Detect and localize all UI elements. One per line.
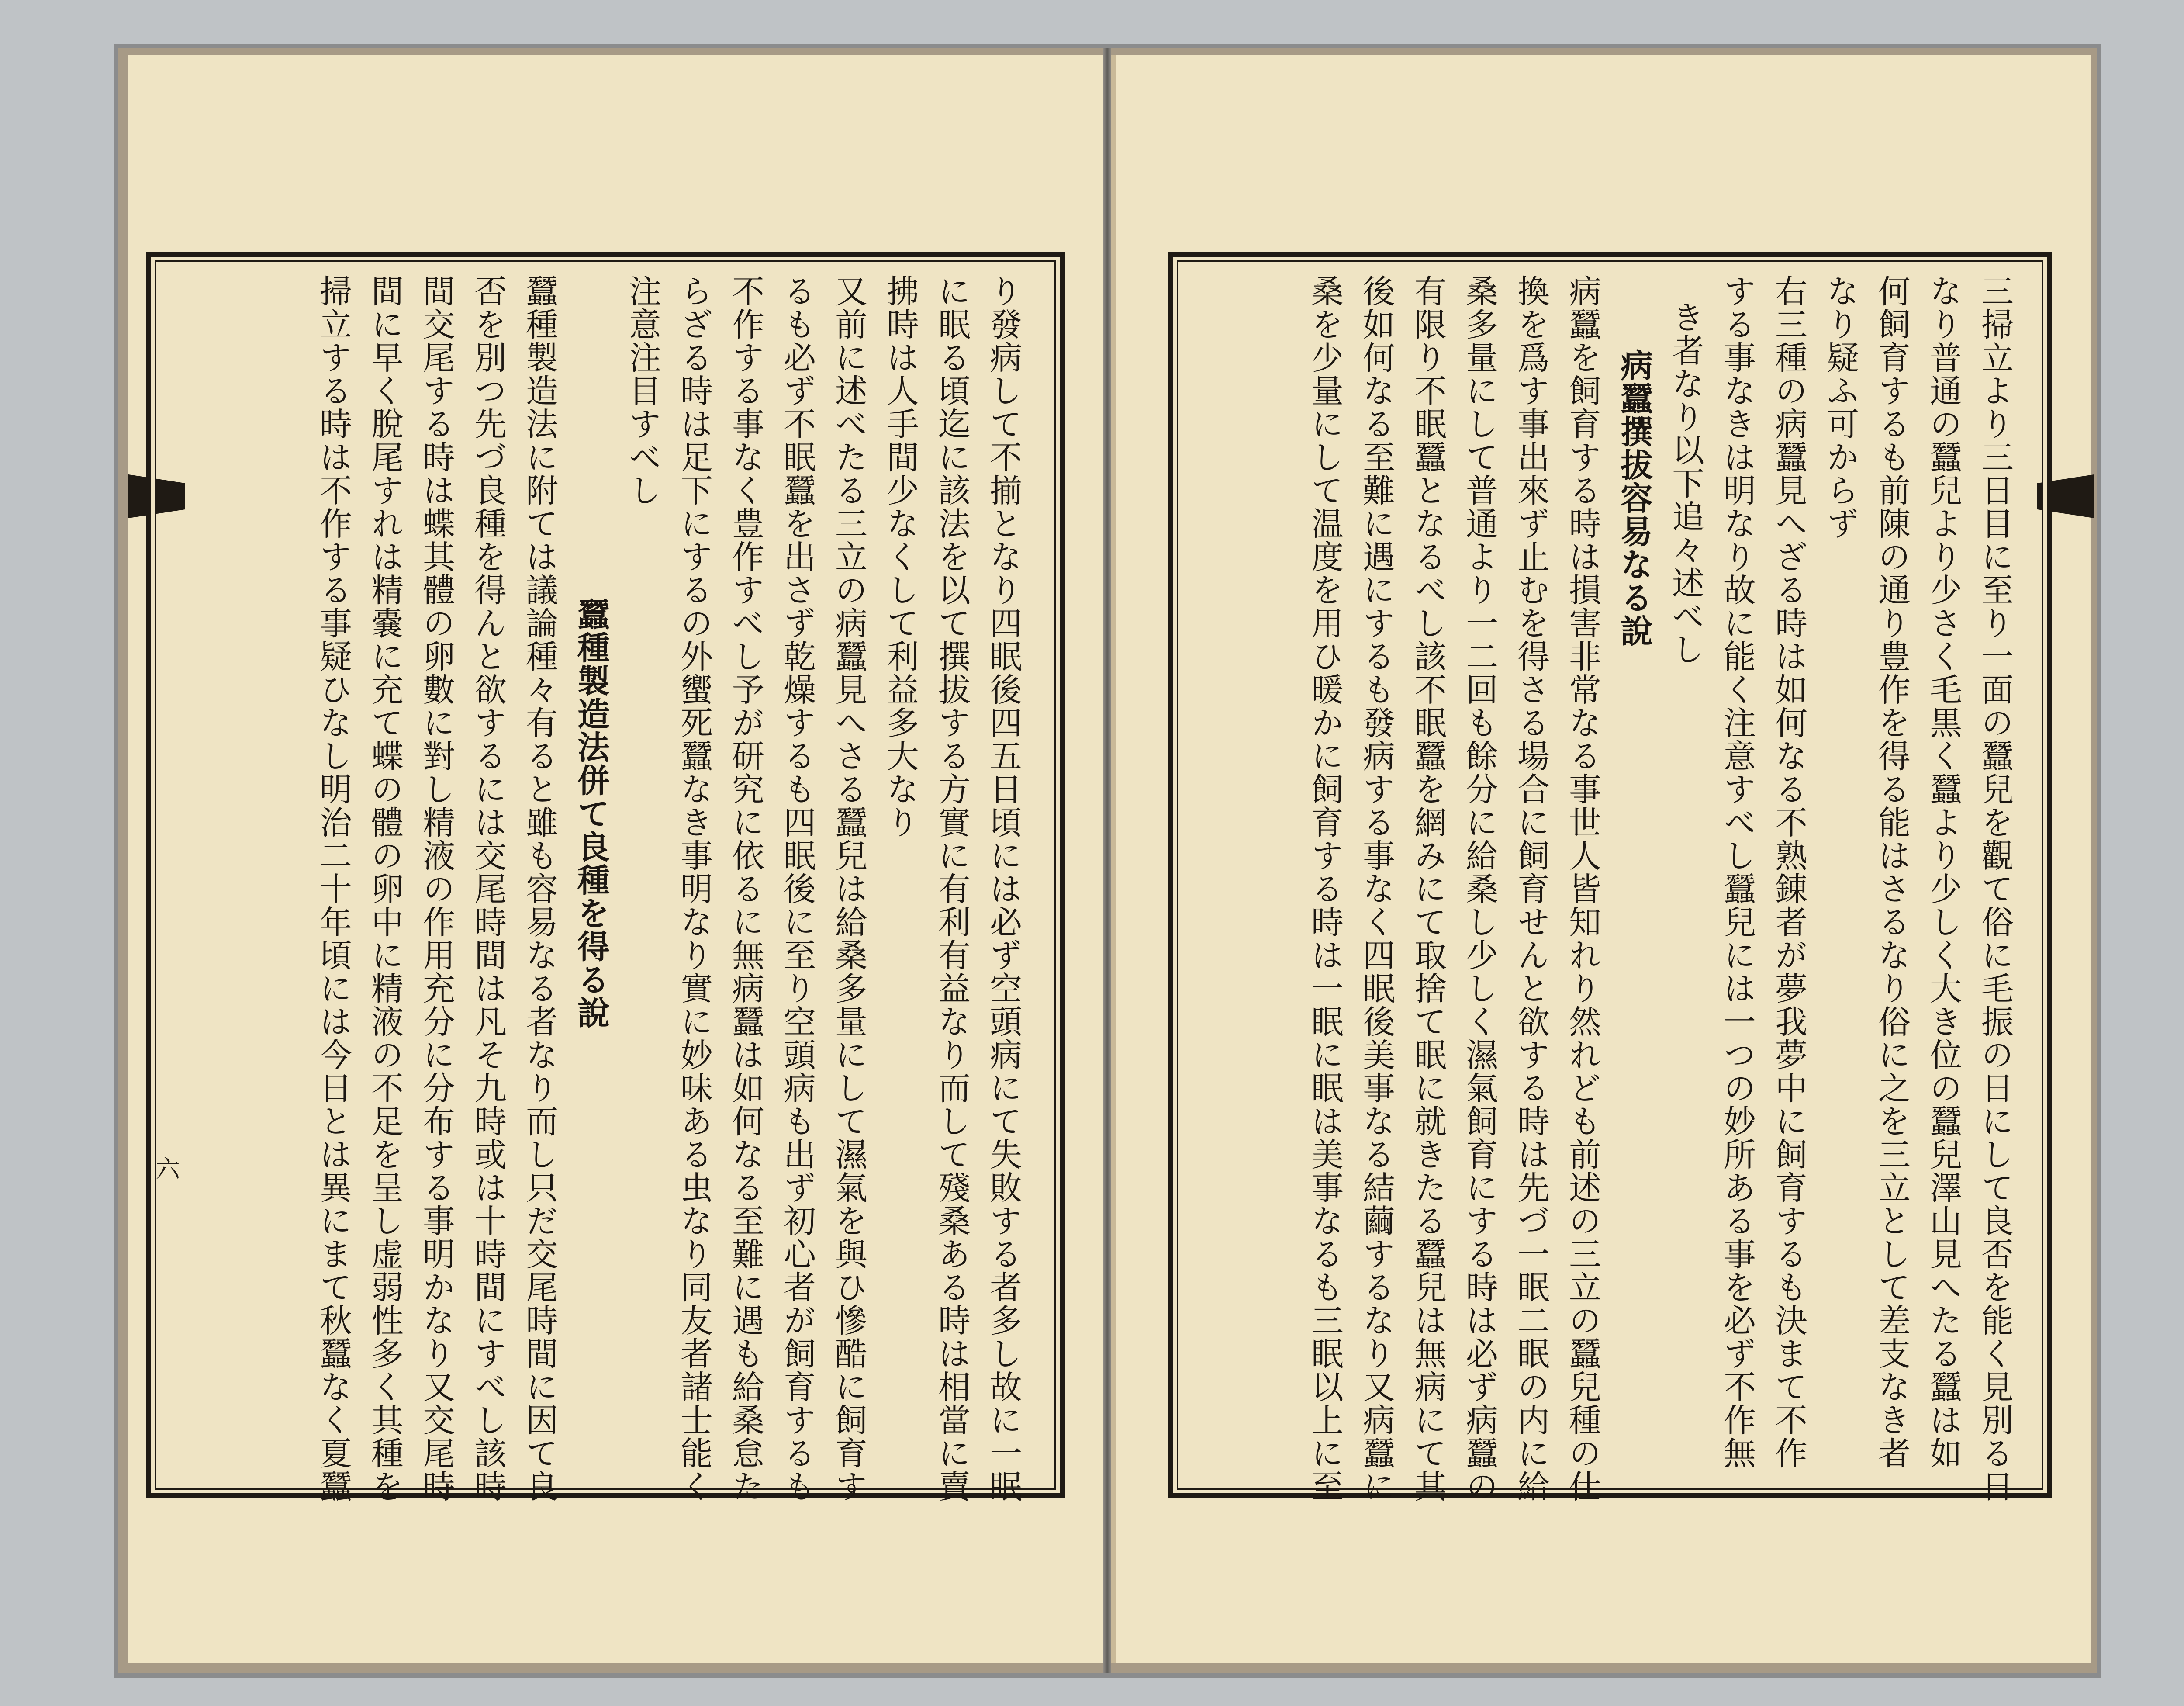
text-line: 換を爲す事出來ず止むを得さる場合に飼育せんと欲する時は先づ一眠二眠の内に給 bbox=[1512, 274, 1550, 1503]
left-page-text bbox=[208, 274, 1029, 1503]
text-line: 後如何なる至難に遇にするも發病する事なく四眠後美事なる結繭するなり又病蠶に bbox=[1358, 274, 1395, 1503]
text-line: 不作する事なく豊作すべし予が研究に依るに無病蠶は如何なる至難に遇も給桑怠た bbox=[727, 274, 764, 1503]
text-line: する事なきは明なり故に能く注意すべし蠶兒には一つの妙所ある事を必ず不作無 bbox=[1718, 274, 1756, 1470]
right-text-frame bbox=[1168, 252, 2052, 1503]
text-line: 注意注目すべし bbox=[624, 274, 661, 507]
left-page bbox=[128, 55, 1108, 1663]
text-line: 又前に述べたる三立の病蠶見へさる蠶兒は給桑多量にして濕氣を與ひ慘酷に飼育す bbox=[830, 274, 867, 1503]
text-line: 間に早く脫尾すれは精嚢に充て蝶の體の卵中に精液の不足を呈し虚弱性多く其種を bbox=[366, 274, 404, 1503]
text-line: なり普通の蠶兒より少さく毛黒く蠶より少しく大き位の蠶兒澤山見へたる蠶は如 bbox=[1925, 274, 1962, 1470]
page-number: 六 bbox=[152, 1156, 180, 1180]
text-line: 三掃立より三日目に至り一面の蠶兒を觀て俗に毛振の日にして良否を能く見別る日 bbox=[1976, 274, 2014, 1503]
open-book bbox=[118, 48, 2097, 1673]
text-line: 間交尾する時は蝶其體の卵數に對し精液の作用充分に分布する事明かなり又交尾時 bbox=[418, 274, 455, 1503]
text-line: 拂時は人手間少なくして利益多大なり bbox=[881, 274, 919, 839]
left-text-frame bbox=[146, 252, 1065, 1503]
text-line: り發病して不揃となり四眠後四五日頃には必ず空頭病にて失敗する者多し故に一眠 bbox=[985, 274, 1022, 1503]
text-line: 有限り不眠蠶となるべし該不眠蠶を網みにて取捨て眠に就きたる蠶兒は無病にて其 bbox=[1409, 274, 1447, 1503]
text-line: るも必ず不眠蠶を出さず乾燥するも四眠後に至り空頭病も出ず初心者が飼育するも bbox=[778, 274, 816, 1503]
section-heading: 病蠶撰拔容易なる說 bbox=[1615, 349, 1653, 647]
text-line: き者なり以下追々述べし bbox=[1667, 301, 1704, 666]
text-line: 桑多量にして普通より一二回も餘分に給桑し少しく濕氣飼育にする時は必ず病蠶の bbox=[1461, 274, 1498, 1503]
right-page bbox=[1111, 55, 2091, 1663]
text-line: 病蠶を飼育する時は損害非常なる事世人皆知れり然れども前述の三立の蠶兒種の仕 bbox=[1564, 274, 1601, 1503]
text-line: 蠶種製造法に附ては議論種々有ると雖も容易なる者なり而し只だ交尾時間に因て良 bbox=[521, 274, 558, 1503]
book-gutter bbox=[1103, 48, 1111, 1673]
text-line: に眠る頃迄に該法を以て撰拔する方實に有利有益なり而して殘桑ある時は相當に賣 bbox=[933, 274, 971, 1503]
text-line: 掃立する時は不作する事疑ひなし明治二十年頃には今日とは異にまて秋蠶なく夏蠶 bbox=[314, 274, 352, 1503]
text-line: 桑を少量にして温度を用ひ暖かに飼育する時は一眠に眠は美事なるも三眠以上に至 bbox=[1306, 274, 1344, 1503]
text-line: 右三種の病蠶見へざる時は如何なる不熟錬者が夢我夢中に飼育するも決まて不作 bbox=[1770, 274, 1807, 1470]
text-line: なり疑ふ可からず bbox=[1821, 274, 1859, 540]
text-line: 何飼育するも前陳の通り豊作を得る能はさるなり俗に之を三立として差支なき者 bbox=[1873, 274, 1911, 1470]
section-heading: 蠶種製造法併て良種を得る說 bbox=[572, 598, 610, 1029]
right-page-text bbox=[1199, 274, 2021, 1503]
text-line: 否を別つ先づ良種を得んと欲するには交尾時間は凡そ九時或は十時間にすべし該時 bbox=[469, 274, 507, 1503]
text-line: らざる時は足下にするの外蠁死蠶なき事明なり實に妙味ある虫なり同友者諸士能く bbox=[675, 274, 713, 1503]
